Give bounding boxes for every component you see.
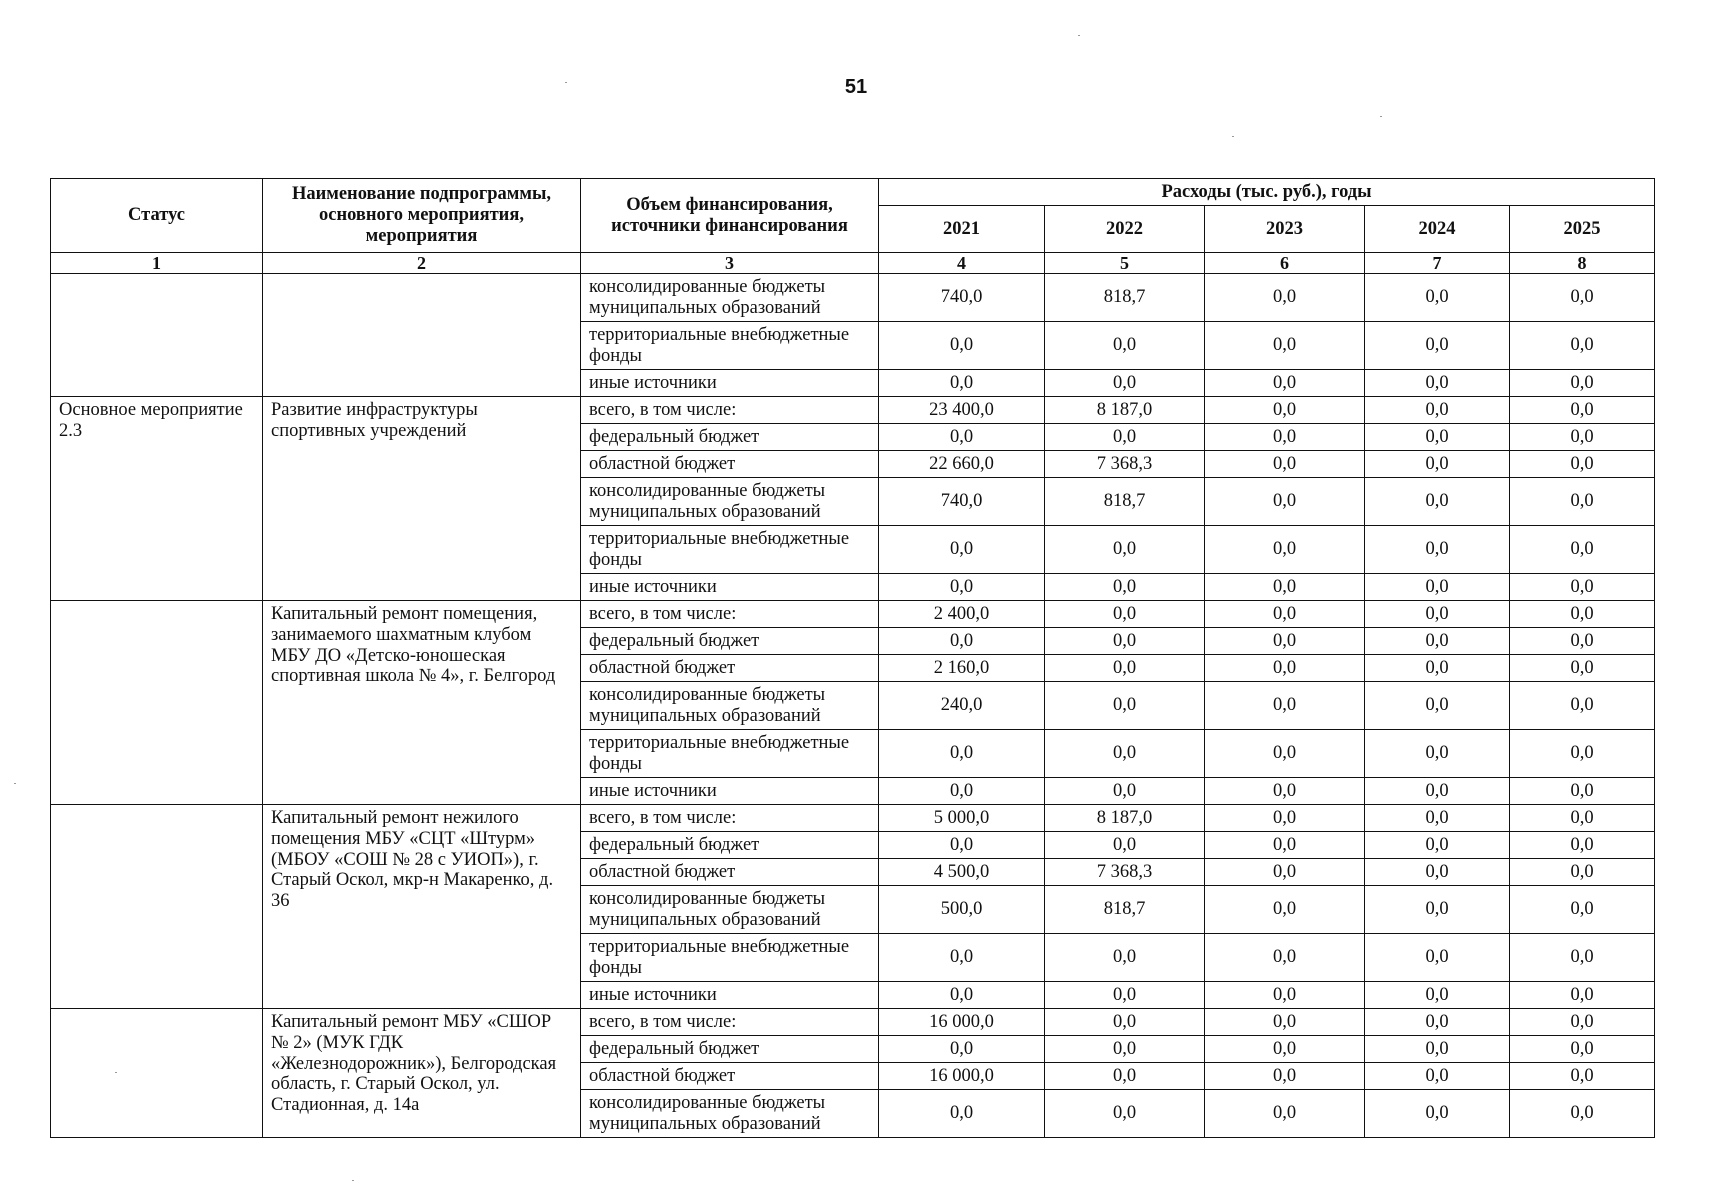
value-cell: 0,0 [1365,1036,1510,1063]
value-cell: 0,0 [1510,805,1655,832]
value-cell: 0,0 [1045,934,1205,982]
activity-name-cell [263,274,581,397]
column-index: 7 [1365,253,1510,274]
value-cell: 0,0 [1365,370,1510,397]
value-cell: 16 000,0 [879,1063,1045,1090]
value-cell: 8 187,0 [1045,805,1205,832]
value-cell: 0,0 [1205,574,1365,601]
value-cell: 0,0 [1365,886,1510,934]
funding-source-cell: всего, в том числе: [581,805,879,832]
value-cell: 0,0 [1045,628,1205,655]
value-cell: 740,0 [879,274,1045,322]
funding-source-cell: всего, в том числе: [581,1009,879,1036]
value-cell: 0,0 [1510,397,1655,424]
table-row [51,601,1655,628]
header-year: 2024 [1365,206,1510,253]
scan-speck [1380,116,1382,117]
value-cell: 0,0 [1205,859,1365,886]
value-cell: 0,0 [1510,322,1655,370]
status-cell [51,601,263,805]
value-cell: 0,0 [1365,526,1510,574]
value-cell: 0,0 [1205,655,1365,682]
activity-name-cell: Капитальный ремонт помещения, занимаемого шахматным клубом МБУ ДО «Детско-юношеская спортивная школа № 4», г. Белгород [263,601,581,805]
value-cell: 0,0 [1205,982,1365,1009]
value-cell: 4 500,0 [879,859,1045,886]
value-cell: 740,0 [879,478,1045,526]
value-cell: 0,0 [1510,601,1655,628]
value-cell: 0,0 [1205,526,1365,574]
value-cell: 0,0 [1045,370,1205,397]
funding-source-cell: федеральный бюджет [581,424,879,451]
funding-source-cell: всего, в том числе: [581,397,879,424]
value-cell: 0,0 [1205,1063,1365,1090]
value-cell: 0,0 [1510,1009,1655,1036]
value-cell: 2 400,0 [879,601,1045,628]
value-cell: 0,0 [1045,655,1205,682]
value-cell: 0,0 [1510,934,1655,982]
value-cell: 5 000,0 [879,805,1045,832]
value-cell: 0,0 [1510,778,1655,805]
value-cell: 0,0 [1205,451,1365,478]
funding-source-cell: территориальные внебюджетные фонды [581,322,879,370]
value-cell: 0,0 [1045,601,1205,628]
activity-name-cell: Капитальный ремонт МБУ «СШОР № 2» (МУК ГДК «Железнодорожник»), Белгородская область, г. Старый Оскол, ул. Стадионная, д. 14а [263,1009,581,1138]
value-cell: 0,0 [1365,730,1510,778]
value-cell: 0,0 [1510,478,1655,526]
header-expenses: Расходы (тыс. руб.), годы [879,179,1655,206]
value-cell: 0,0 [1045,322,1205,370]
value-cell: 0,0 [1365,805,1510,832]
value-cell: 818,7 [1045,886,1205,934]
value-cell: 0,0 [1205,397,1365,424]
value-cell: 0,0 [1365,1090,1510,1138]
value-cell: 0,0 [1510,628,1655,655]
value-cell: 0,0 [1205,601,1365,628]
value-cell: 0,0 [1365,424,1510,451]
status-cell [51,805,263,1009]
funding-source-cell: консолидированные бюджеты муниципальных образований [581,1090,879,1138]
value-cell: 0,0 [1365,832,1510,859]
value-cell: 0,0 [1205,1090,1365,1138]
value-cell: 0,0 [1045,1036,1205,1063]
funding-source-cell: областной бюджет [581,859,879,886]
value-cell: 0,0 [1510,424,1655,451]
funding-source-cell: областной бюджет [581,1063,879,1090]
funding-source-cell: иные источники [581,574,879,601]
value-cell: 0,0 [1205,322,1365,370]
value-cell: 0,0 [1365,934,1510,982]
header-name: Наименование подпрограммы, основного мероприятия, мероприятия [263,179,581,253]
value-cell: 0,0 [1510,1063,1655,1090]
value-cell: 0,0 [1205,778,1365,805]
funding-source-cell: консолидированные бюджеты муниципальных образований [581,682,879,730]
value-cell: 0,0 [1365,778,1510,805]
value-cell: 500,0 [879,886,1045,934]
value-cell: 0,0 [1365,682,1510,730]
value-cell: 0,0 [1510,886,1655,934]
scan-speck [1078,35,1080,36]
value-cell: 0,0 [1510,526,1655,574]
status-cell [51,274,263,397]
scan-speck [14,783,16,784]
funding-source-cell: иные источники [581,982,879,1009]
value-cell: 0,0 [1365,451,1510,478]
value-cell: 0,0 [1205,934,1365,982]
table-body [51,274,1655,1138]
header-status: Статус [51,179,263,253]
value-cell: 0,0 [1510,832,1655,859]
value-cell: 0,0 [879,526,1045,574]
value-cell: 0,0 [1205,730,1365,778]
funding-source-cell: иные источники [581,370,879,397]
value-cell: 0,0 [1045,682,1205,730]
value-cell: 0,0 [1205,478,1365,526]
value-cell: 0,0 [1365,628,1510,655]
value-cell: 0,0 [879,322,1045,370]
value-cell: 0,0 [1205,370,1365,397]
funding-source-cell: консолидированные бюджеты муниципальных образований [581,478,879,526]
funding-source-cell: федеральный бюджет [581,1036,879,1063]
table-row [51,397,1655,424]
table-row [51,805,1655,832]
value-cell: 0,0 [1045,526,1205,574]
value-cell: 0,0 [1510,655,1655,682]
funding-source-cell: консолидированные бюджеты муниципальных образований [581,886,879,934]
value-cell: 0,0 [1045,1090,1205,1138]
value-cell: 0,0 [1045,1009,1205,1036]
value-cell: 0,0 [1205,424,1365,451]
value-cell: 0,0 [1205,805,1365,832]
value-cell: 0,0 [879,370,1045,397]
value-cell: 0,0 [1365,397,1510,424]
column-index: 2 [263,253,581,274]
table-header [51,179,1655,274]
header-year: 2025 [1510,206,1655,253]
activity-name-cell: Развитие инфраструктуры спортивных учреждений [263,397,581,601]
value-cell: 0,0 [1365,274,1510,322]
value-cell: 0,0 [879,982,1045,1009]
value-cell: 0,0 [1365,982,1510,1009]
value-cell: 0,0 [1510,451,1655,478]
funding-source-cell: территориальные внебюджетные фонды [581,934,879,982]
value-cell: 0,0 [1045,730,1205,778]
value-cell: 0,0 [1510,730,1655,778]
funding-source-cell: областной бюджет [581,451,879,478]
value-cell: 0,0 [1205,274,1365,322]
value-cell: 0,0 [1510,682,1655,730]
header-volume: Объем финансирования, источники финансирования [581,179,879,253]
funding-source-cell: всего, в том числе: [581,601,879,628]
value-cell: 7 368,3 [1045,859,1205,886]
table-row [51,1009,1655,1036]
value-cell: 240,0 [879,682,1045,730]
scan-speck [1232,136,1234,137]
column-index: 3 [581,253,879,274]
value-cell: 0,0 [1045,1063,1205,1090]
funding-source-cell: федеральный бюджет [581,832,879,859]
value-cell: 7 368,3 [1045,451,1205,478]
value-cell: 0,0 [1045,574,1205,601]
funding-source-cell: территориальные внебюджетные фонды [581,526,879,574]
value-cell: 16 000,0 [879,1009,1045,1036]
column-index: 4 [879,253,1045,274]
value-cell: 0,0 [1045,424,1205,451]
value-cell: 0,0 [1205,1036,1365,1063]
table-row [51,274,1655,322]
funding-source-cell: федеральный бюджет [581,628,879,655]
value-cell: 818,7 [1045,478,1205,526]
header-year: 2022 [1045,206,1205,253]
budget-table [50,178,1655,1138]
value-cell: 0,0 [1365,574,1510,601]
value-cell: 0,0 [879,730,1045,778]
value-cell: 0,0 [1365,601,1510,628]
status-cell [51,1009,263,1138]
value-cell: 0,0 [1365,322,1510,370]
value-cell: 0,0 [1510,370,1655,397]
value-cell: 0,0 [1365,655,1510,682]
header-year: 2021 [879,206,1045,253]
value-cell: 0,0 [1205,832,1365,859]
header-year: 2023 [1205,206,1365,253]
page-number: 51 [844,76,868,98]
value-cell: 0,0 [879,574,1045,601]
value-cell: 0,0 [1205,628,1365,655]
value-cell: 0,0 [1205,886,1365,934]
value-cell: 0,0 [1510,1090,1655,1138]
value-cell: 818,7 [1045,274,1205,322]
value-cell: 0,0 [879,628,1045,655]
value-cell: 0,0 [879,424,1045,451]
funding-source-cell: территориальные внебюджетные фонды [581,730,879,778]
value-cell: 0,0 [879,1090,1045,1138]
value-cell: 0,0 [1365,859,1510,886]
value-cell: 0,0 [1510,274,1655,322]
column-index: 1 [51,253,263,274]
value-cell: 0,0 [1045,832,1205,859]
value-cell: 23 400,0 [879,397,1045,424]
activity-name-cell: Капитальный ремонт нежилого помещения МБУ «СЦТ «Штурм» (МБОУ «СОШ № 28 с УИОП»), г. Старый Оскол, мкр-н Макаренко, д. 36 [263,805,581,1009]
value-cell: 0,0 [1205,682,1365,730]
value-cell: 0,0 [1510,574,1655,601]
value-cell: 0,0 [879,1036,1045,1063]
column-index: 5 [1045,253,1205,274]
value-cell: 0,0 [1045,778,1205,805]
funding-source-cell: областной бюджет [581,655,879,682]
column-index: 6 [1205,253,1365,274]
value-cell: 0,0 [1510,982,1655,1009]
value-cell: 0,0 [1365,1063,1510,1090]
value-cell: 0,0 [1510,1036,1655,1063]
value-cell: 0,0 [879,778,1045,805]
value-cell: 0,0 [879,832,1045,859]
value-cell: 0,0 [879,934,1045,982]
value-cell: 2 160,0 [879,655,1045,682]
status-cell: Основное мероприятие 2.3 [51,397,263,601]
value-cell: 8 187,0 [1045,397,1205,424]
column-index: 8 [1510,253,1655,274]
value-cell: 0,0 [1205,1009,1365,1036]
scan-speck [115,1072,117,1073]
value-cell: 0,0 [1365,478,1510,526]
value-cell: 0,0 [1510,859,1655,886]
scan-speck [565,82,567,83]
scan-speck [352,1180,354,1181]
value-cell: 0,0 [1365,1009,1510,1036]
value-cell: 22 660,0 [879,451,1045,478]
funding-source-cell: иные источники [581,778,879,805]
funding-source-cell: консолидированные бюджеты муниципальных образований [581,274,879,322]
value-cell: 0,0 [1045,982,1205,1009]
